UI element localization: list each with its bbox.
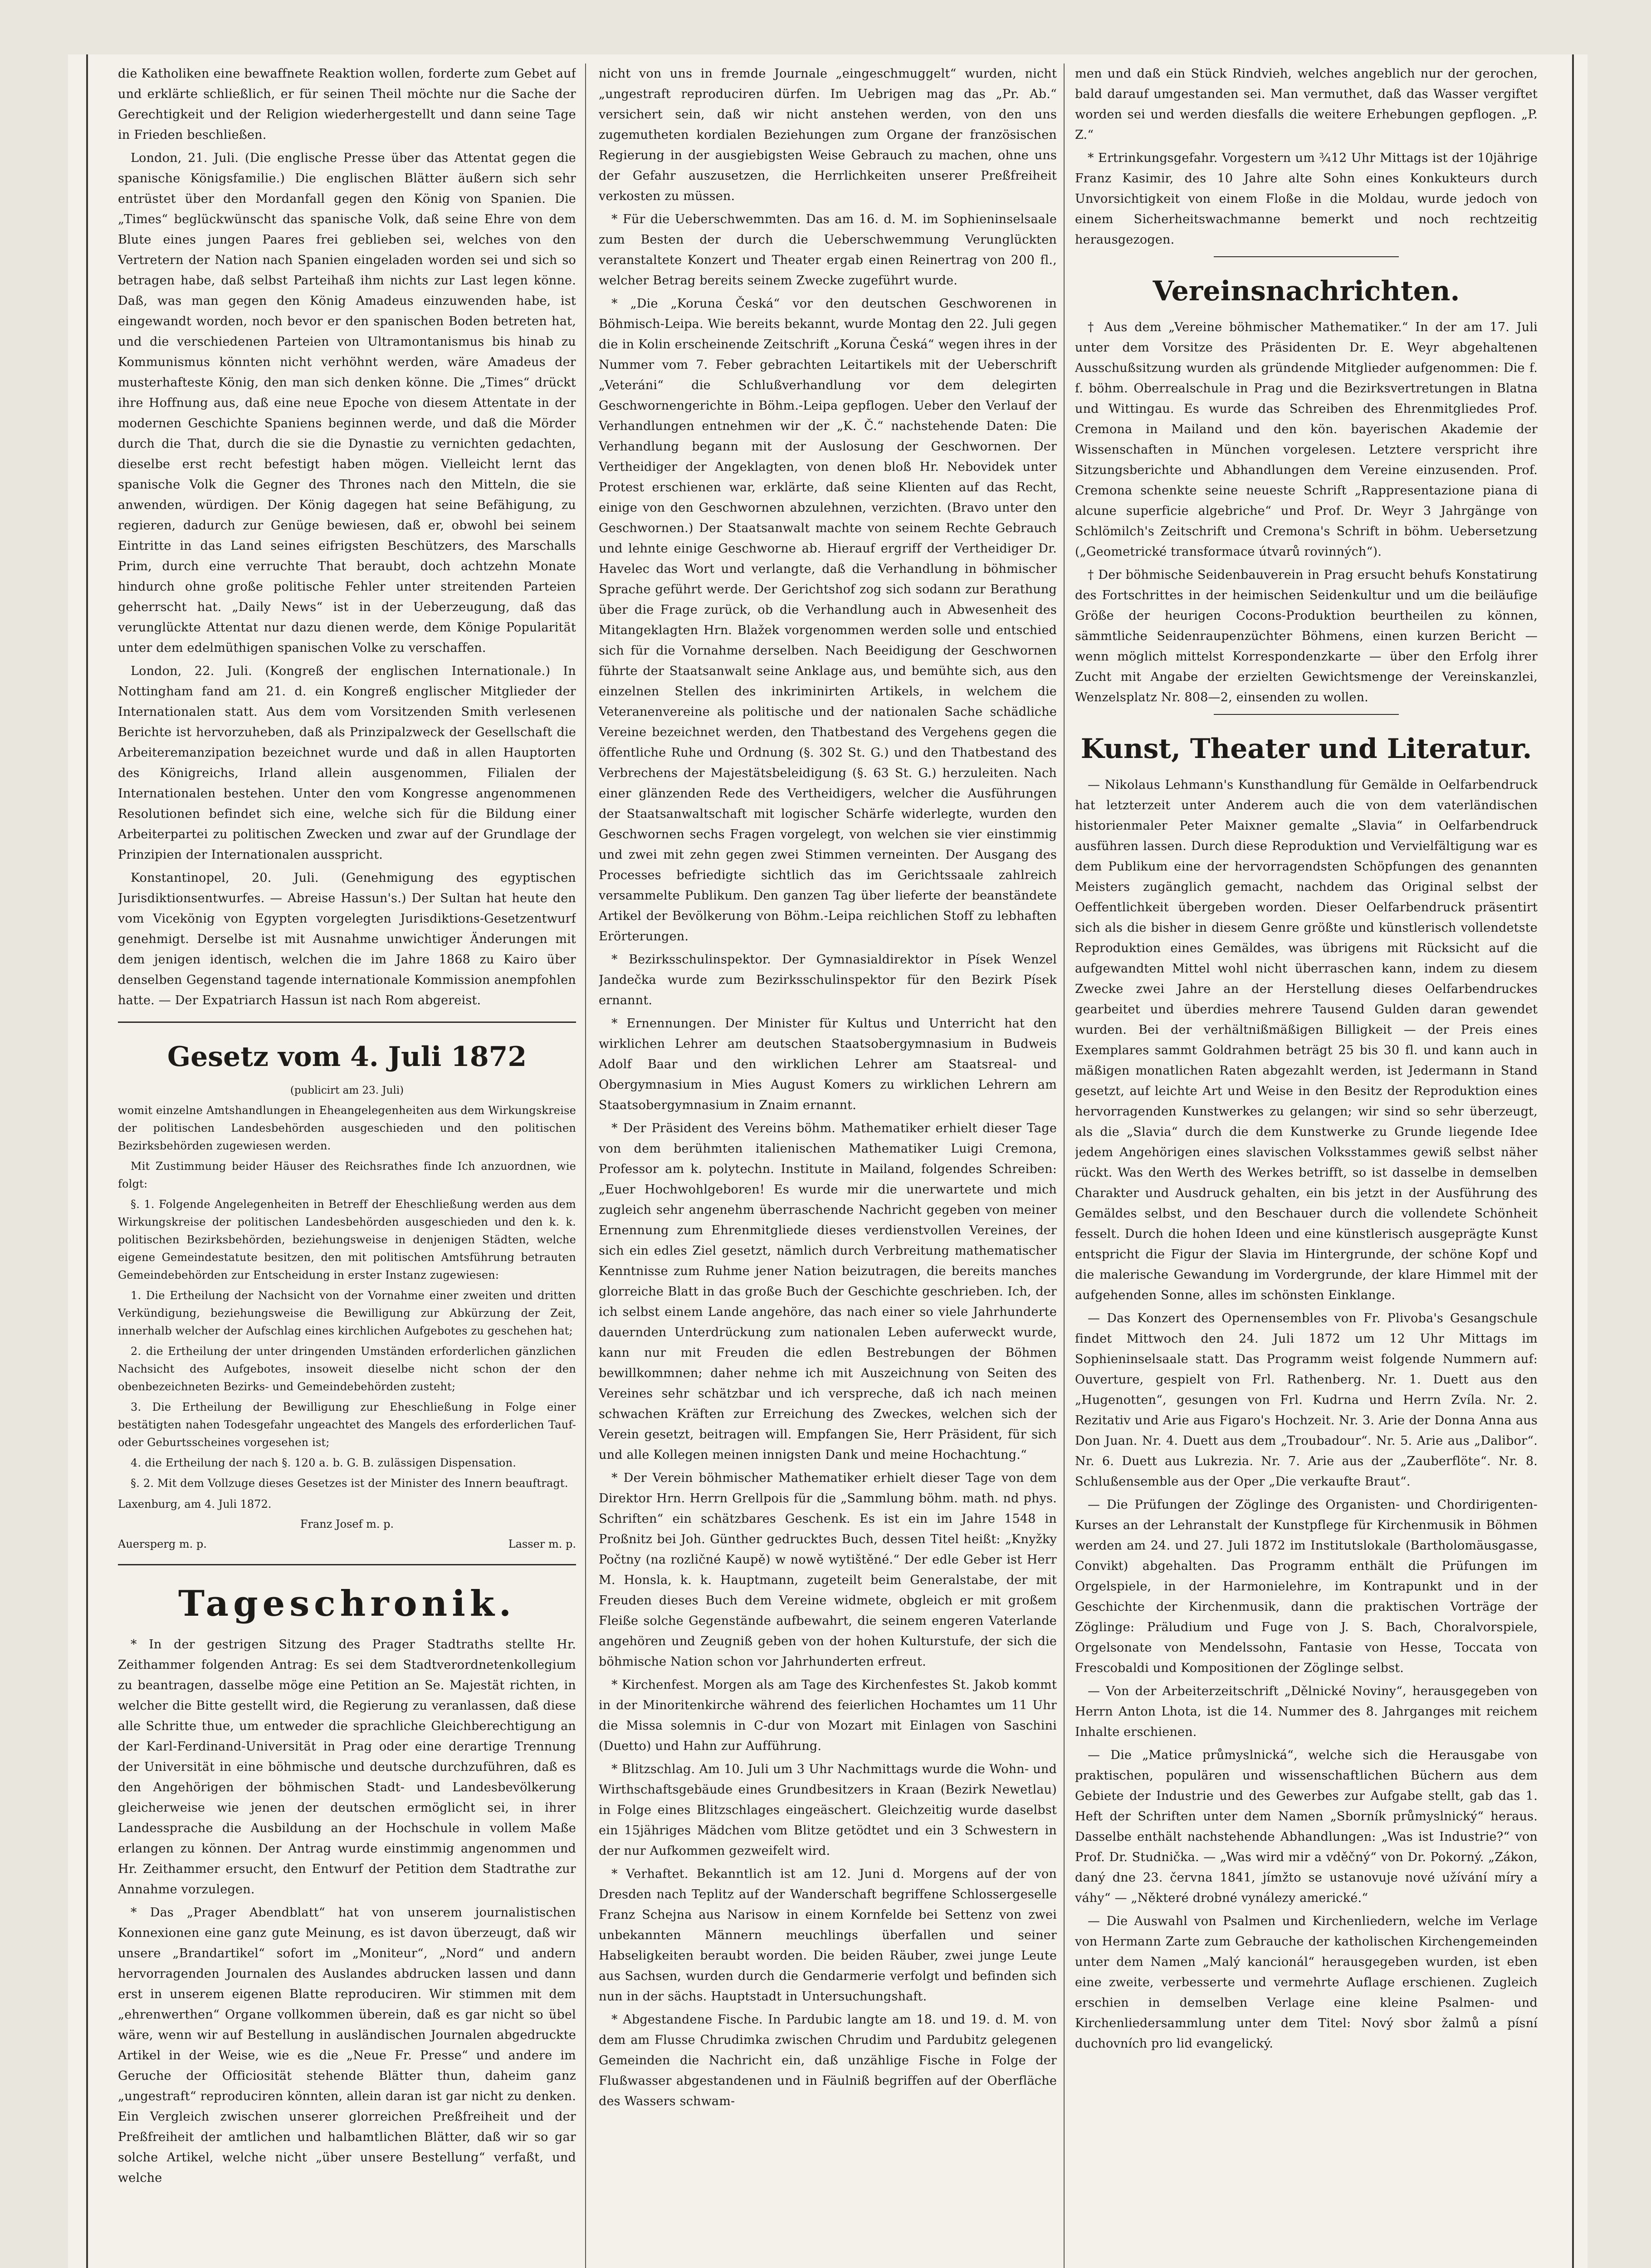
article-blitzschlag: * Blitzschlag. Am 10. Juli um 3 Uhr Nachmittags wurde die Wohn- und Wirthschaftsgebäude eines Grundbesitzers in Kraan (Bezirk Newetlau) in Folge eines Blitzschlages eingeäschert. Gleichzeitig wurde daselbst ein 15jähriges Mädchen vom Blitze getödtet und ein 3 Schwestern in der nur Aufkommen gezweifelt wird. [599,1762,1057,1858]
article-verein-mathematiker: † Aus dem „Vereine böhmischer Mathematiker.“ In der am 17. Juli unter dem Vorsitze des Präsidenten Dr. E. Weyr abgehaltenen Ausschußsitzung wurden als gründende Mitglieder aufgenommen: Die f. f. böhm. Oberrealschule in Prag und die Bezirksvertretungen in Blatna und Wittingau. Es wurde das Schreiben des Ehrenmitgliedes Prof. Cremona in Mailand und den kön. bayerischen Akademie der Wissenschaften in München vorgelesen. Letztere verspricht ihre Sitzungsberichte und Abhandlungen dem Vereine einzusenden. Prof. Cremona schenkte seine neueste Schrift „Rappresentazione piana di alcune superficie algebriche“ und Prof. Dr. Weyr 3 Jahrgänge von Schlömilch's Zeitschrift und Cremona's Schrift in böhm. Uebersetzung („Geometrické transformace útvarů rovinných“). [1075,320,1538,559]
section-divider [1214,256,1399,257]
article-koruna-ceska: * „Die „Koruna Česká“ vor den deutschen Geschworenen in Böhmisch-Leipa. Wie bereits bekannt, wurde Montag den 22. Juli gegen die in Kolin erscheinende Zeitschrift „Koruna Česká“ wegen ihres in der Nummer vom 7. Feber gebrachten Leitartikels mit der Ueberschrift „Veteráni“ die Schlußverhandlung vor dem delegirten Geschwornengerichte in Böhm.-Leipa gepflogen. Ueber den Verlauf der Verhandlungen entnehmen wir der „K. Č.“ nachstehende Daten: Die Verhandlung begann mit der Auslosung der Geschwornen. Der Vertheidiger der Angeklagten, von denen bloß Hr. Nebovidek unter Protest erschienen war, erklärte, daß seine Klienten auf das Recht, einige von den Geschwornen abzulehnen, verzichten. (Bravo unter den Geschwornen.) Der Staatsanwalt machte von seinem Rechte Gebrauch und lehnte einige Geschworne ab. Hierauf ergriff der Vertheidiger Dr. Havelec das Wort und verlangte, daß die Verhandlung in böhmischer Sprache geführt werde. Der Gerichtshof zog sich sodann zur Berathung über die Frage zurück, ob die Verhandlung auch in Abwesenheit des Mitangeklagten Hrn. Blažek vorgenommen werden solle und entschied sich für die Vornahme derselben. Nach Beeidigung der Geschwornen führte der Staatsanwalt seine Anklage aus, und bemühte sich, aus den einzelnen Stellen des inkriminirten Artikels, in welchem die Veteranenvereine als politische und der nationalen Sache schädliche Vereine bezeichnet werden, den Thatbestand des Vergehens gegen die öffentliche Ruhe und Ordnung (§. 302 St. G.) und den Thatbestand des Verbrechens der Majestätsbeleidigung (§. 63 St. G.) herzuleiten. Nach einer glänzenden Rede des Vertheidigers, welcher die Ausführungen der Staatsanwaltschaft mit logischer Schärfe widerlegte, wurden den Geschwornen sechs Fragen vorgelegt, von welchen sie vier einstimmig und zwei mit zehn gegen zwei Stimmen verneinten. Der Ausgang des Processes befriedigte sichtlich das im Gerichtssaale zahlreich versammelte Publikum. Den ganzen Tag über lieferte der beanständete Artikel der Bevölkerung von Böhm.-Leipa reichlichen Stoff zu lebhaften Erörterungen. [599,297,1057,943]
page-border-right [1572,54,1574,2268]
article-continuation: men und daß ein Stück Rindvieh, welches angeblich nur der gerochen, bald darauf umgestanden sei. Man vermuthet, daß das Wasser vergiftet worden sei und werden diesfalls die weitere Erhebungen gepflogen. „P. Z.“ [1075,67,1538,142]
article-kirchenfest: * Kirchenfest. Morgen als am Tage des Kirchenfestes St. Jakob kommt in der Minoritenkirche während des feierlichen Hochamtes um 11 Uhr die Missa solemnis in C-dur von Mozart mit Einlagen von Saschini (Duetto) und Hahn zur Aufführung. [599,1678,1057,1753]
article-ernennungen: * Ernennungen. Der Minister für Kultus und Unterricht hat den wirklichen Lehrer am deutschen Staatsobergymnasium in Budweis Adolf Baar und den wirklichen Lehrer am Staatsreal- und Obergymnasium in Mies August Komers zu wirklichen Lehrern am Staatsobergymnasium in Znaim ernannt. [599,1017,1057,1112]
article-abendblatt: * Das „Prager Abendblatt“ hat von unserem journalistischen Konnexionen eine ganz gute Meinung, es ist davon überzeugt, daß wir unsere „Brandartikel“ sofort im „Moniteur“, „Nord“ und andern hervorragenden Journalen des Auslandes abdrucken lassen und dann erst in unserem eigenen Blatte reproduciren. Wir stimmen mit dem „ehrenwerthen“ Organe vollkommen überein, daß es gar nicht so übel wäre, wenn wir auf Bestellung in ausländischen Journalen abgedruckte Artikel in der Weise, wie es die „Neue Fr. Presse“ und andere im Geruche der Officiosität stehende Blätter thun, daheim ganz „ungestraft“ reproduciren könnten, allein daran ist gar nicht zu denken. Ein Vergleich zwischen unserer glorreichen Preßfreiheit und der Preßfreiheit der amtlichen und halbamtlichen Blätter, daß wir so gar solche Artikel, welche nicht „über unsere Bestellung“ verfaßt, und welche [118,1906,576,2185]
law-text: 4. die Ertheilung der nach §. 120 a. b. G. B. zulässigen Dispensation. [131,1457,517,1469]
article-verein-mathematiker: * Der Verein böhmischer Mathematiker erhielt dieser Tage von dem Direktor Hrn. Herrn Grellpois für die „Sammlung böhm. math. nd phys. Schriften“ ein schätzbares Geschenk. Es ist ein im Jahre 1548 in Proßnitz bei Joh. Günther gedrucktes Buch, dessen Titel heißt: „Knyžky Počtny (na rozličné Kaupě) w nowě wytištěné.“ Der edle Geber ist Herr M. Honsla, k. k. Hauptmann, zugeteilt beim Generalstabe, der mit Freuden dieses Buch dem Vereine widmete, obgleich er mit großem Fleiße solche Gegenstände aufbewahrt, die seinem engeren Vaterlande angehören und Zeugniß geben von der hohen Kulturstufe, der sich die böhmische Nation schon vor Jahrhunderten erfreut. [599,1471,1057,1669]
article-bezirksschulinspektor: * Bezirksschulinspektor. Der Gymnasialdirektor in Písek Wenzel Jandečka wurde zum Bezirksschulinspektor für den Bezirk Písek ernannt. [599,953,1057,1007]
article-konzert: — Das Konzert des Opernensembles von Fr. Plivoba's Gesangschule findet Mittwoch den 24. Juli 1872 um 12 Uhr Mittags im Sophieninselsaale statt. Das Programm weist folgende Nummern auf: Ouverture, gespielt von Frl. Rathenberg. Nr. 1. Duett aus den „Hugenotten“, gesungen von Frl. Kudrna und Herrn Zvíla. Nr. 2. Rezitativ und Arie aus Figaro's Hochzeit. Nr. 3. Arie der Donna Anna aus Don Juan. Nr. 4. Duett aus dem „Troubadour“. Nr. 5. Arie aus „Dalibor“. Nr. 6. Duett aus Lukrezia. Nr. 7. Arie aus der „Zauberflöte“. Nr. 8. Schlußensemble aus der Oper „Die verkaufte Braut“. [1075,1311,1538,1489]
article-kancional: — Die Auswahl von Psalmen und Kirchenliedern, welche im Verlage von Hermann Zarte zum Gebrauche der katholischen Kirchengemeinden unter dem Namen „Malý kancionál“ herausgegeben wurden, ist eben eine zweite, verbesserte und vermehrte Auflage erschienen. Zugleich erschien in demselben Verlage eine kleine Psalmen- und Kirchenliedersammlung unter dem Titel: Nový sbor žalmů a písní duchovních pro lid evangelický. [1075,1914,1538,2051]
article-matice: — Die „Matice průmyslnická“, welche sich die Herausgabe von praktischen, populären und wissenschaftlichen Büchern aus dem Gebiete der Industrie und des Gewerbes zur Aufgabe stellt, gab das 1. Heft der Schriften unter dem Namen „Sborník průmyslnický“ heraus. Dasselbe enthält nachstehende Abhandlungen: „Was ist Industrie?“ von Prof. Dr. Studnička. — „Was wird mir a vděčný“ von Dr. Pokorný. „Zákon, daný dne 23. června 1841, jímžto se ustanovuje nové užívání míry a váhy“ — „Některé drobné vynálezy americké.“ [1075,1748,1538,1905]
law-text: 3. Die Ertheilung der Bewilligung zur Eheschließung in Folge einer bestätigten nahen Todesgefahr ungeachtet des Mangels des erforderlichen Tauf- oder Geburtsscheines vorgesehen ist; [118,1401,576,1449]
law-signature-minister: Lasser m. p. [508,1538,576,1550]
law-text: 1. Die Ertheilung der Nachsicht von der Vornahme einer zweiten und dritten Verkündigung, beziehungsweise die Bewilligung zur Abkürzung der Zeit, innerhalb welcher der Aufschlag eines kirchlichen Aufgebotes zu geschehen hat; [118,1289,576,1337]
article-london-1: London, 21. Juli. (Die englische Presse über das Attentat gegen die spanische Königsfamilie.) Die englischen Blätter äußern sich sehr entrüstet über den Mordanfall gegen den König von Spanien. Die „Times“ beglückwünscht das spanische Volk, daß seine Ehre von dem Blute eines jungen Paares frei geblieben sei, welches von den Vertretern der Nation nach Spanien eingeladen worden sei und sich so betragen habe, daß selbst Parteihaß ihm nichts zur Last legen könne. Daß, was man gegen den König Amadeus einzuwenden habe, ist eingewandt worden, noch bevor er den spanischen Boden betreten hat, und die verschiedenen Parteien von Ultramontanismus bis hinab zu Kommunismus könnten nicht verhöhnt werden, wäre Amadeus der musterhafteste König, den man sich denken könne. Die „Times“ drückt ihre Hoffnung aus, daß eine neue Epoche von diesem Attentate in der modernen Geschichte Spaniens beginnen werde, und daß die Mörder durch die That, durch die sie die Dynastie zu vernichten gedachten, dieselbe erst recht befestigt haben mögen. Vielleicht lernt das spanische Volk die Gegner des Thrones nach den Mitteln, die sie anwenden, würdigen. Der König dagegen hat seine Befähigung, zu regieren, dadurch zur Genüge bewiesen, daß er, obwohl bei seinem Eintritte in das Land seines eifrigsten Beschützers, des Marschalls Prim, durch eine verruchte That beraubt, doch achtzehn Monate hindurch ohne große politische Fehler unter streitenden Parteien geherrscht hat. „Daily News“ ist in der Ueberzeugung, daß das verunglückte Attentat nur dazu dienen werde, dem Könige Popularität unter dem edelmüthigen spanischen Volke zu verschaffen. [118,151,576,655]
law-text: §. 1. Folgende Angelegenheiten in Betreff der Eheschließung werden aus dem Wirkungskreise der politischen Landesbehörden ausgeschieden und den k. k. politischen Bezirksbehörden, beziehungsweise in denjenigen Städten, welche eigene Gemeindestatute besitzen, den mit politischen Amtsführung betrauten Gemeindebehörden zur Entscheidung in erster Instanz zugewiesen: [118,1198,576,1281]
article-continuation: nicht von uns in fremde Journale „eingeschmuggelt“ wurden, nicht „ungestraft reproduciren dürfen. Im Uebrigen mag das „Pr. Ab.“ versichert sein, daß wir nicht anstehen werden, von den uns zugemutheten kordialen Beziehungen zum Organe der französischen Regierung in der ausgiebigsten Weise Gebrauch zu machen, ohne uns der Gefahr auszusetzen, die Herrlichkeiten unserer Preßfreiheit verkosten zu müssen. [599,67,1057,203]
law-text: womit einzelne Amtshandlungen in Eheangelegenheiten aus dem Wirkungskreise der politischen Landesbehörden ausgeschieden und den politischen Bezirksbehörden zugewiesen werden. [118,1104,576,1152]
law-place-date: Laxenburg, am 4. Juli 1872. [118,1498,272,1510]
article-continuation: die Katholiken eine bewaffnete Reaktion wollen, forderte zum Gebet auf und erklärte schließlich, er für seinen Theil möchte nur die Sache der Gerechtigkeit und der Religion wiederhergestellt und dann seine Tage in Frieden beschließen. [118,67,576,142]
chronik-heading: Tageschronik. [178,1583,516,1624]
article-fische: * Abgestandene Fische. In Pardubic langte am 18. und 19. d. M. von dem am Flusse Chrudimka zwischen Chrudim und Pardubitz gelegenen Gemeinden die Nachricht ein, daß unzählige Fische in Folge der Flußwasser abgestandenen und in Fäulniß begriffen auf der Oberfläche des Wassers schwam- [599,2013,1057,2108]
column-divider [1064,64,1065,2268]
law-signature-emperor: Franz Josef m. p. [300,1518,394,1530]
article-verhaftet: * Verhaftet. Bekanntlich ist am 12. Juni d. Morgens auf der von Dresden nach Teplitz auf der Wanderschaft begriffene Schlossergeselle Franz Schejna aus Narisow in einem Kornfelde bei Settenz von zwei unbekannten Männern meuchlings überfallen und seiner Habseligkeiten beraubt worden. Die beiden Räuber, zwei junge Leute aus Sachsen, wurden durch die Gendarmerie verfolgt und befinden sich nun in der sächs. Hauptstadt in Untersuchungshaft. [599,1867,1057,2004]
vereins-heading: Vereinsnachrichten. [1153,275,1460,307]
law-text: 2. die Ertheilung der unter dringenden Umständen erforderlichen gänzlichen Nachsicht des Aufgebotes, insoweit dieselbe nicht schon der den obenbezeichneten Bezirks- und Gemeindebehörden zusteht; [118,1345,576,1393]
article-pruefungen: — Die Prüfungen der Zöglinge des Organisten- und Chordirigenten-Kurses an der Lehranstalt der Kunstpflege für Kirchenmusik in Böhmen werden am 24. und 27. Juli 1872 im Institutslokale (Bartholomäusgasse, Convikt) abgehalten. Das Programm enthält die Prüfungen im Orgelspiele, in der Harmonielehre, im Kontrapunkt und in der Geschichte der Kirchenmusik, dann die praktischen Vorträge der Zöglinge: Präludium und Fuge von J. S. Bach, Choralvorspiele, Orgelsonate von Mendelssohn, Fantasie von Hesse, Toccata von Frescobaldi und Kompositionen der Zöglinge selbst. [1075,1498,1538,1675]
page-border-left [86,54,88,2268]
article-ertrinkungsgefahr: * Ertrinkungsgefahr. Vorgestern um ¾12 Uhr Mittags ist der 10jährige Franz Kasimir, des 10 Jahre alte Sohn eines Konkukteurs durch Unvorsichtigkeit von einem Floße in die Moldau, wurde jedoch von einem Sicherheitswachmanne bemerkt und noch rechtzeitig herausgezogen. [1075,151,1538,247]
article-arbeiterzeitschrift: — Von der Arbeiterzeitschrift „Dělnické Noviny“, herausgegeben von Herrn Anton Lhota, ist die 14. Nummer des 8. Jahrganges mit reichem Inhalte erschienen. [1075,1684,1538,1739]
law-heading: Gesetz vom 4. Juli 1872 [167,1041,527,1073]
article-konstantinopel: Konstantinopel, 20. Juli. (Genehmigung des egyptischen Jurisdiktionsentwurfes. — Abreise Hassun's.) Der Sultan hat heute den vom Vicekönig von Egypten vorgelegten Jurisdiktions-Gesetzentwurf genehmigt. Derselbe ist mit Ausnahme unwichtiger Änderungen mit dem jenigen identisch, welchen die im Jahre 1868 zu Kairo über denselben Gegenstand tagende internationale Kommission anempfohlen hatte. — Der Expatriarch Hassun ist nach Rom abgereist. [118,871,576,1007]
section-divider [118,1564,576,1565]
article-ueberschwemmten: * Für die Ueberschwemmten. Das am 16. d. M. im Sophieninselsaale zum Besten der durch die Ueberschwemmung Verunglückten veranstaltete Konzert und Theater ergab einen Reinertrag von 200 fl., welcher Betrag bereits seinem Zwecke zugeführt wurde. [599,212,1057,288]
kunst-heading: Kunst, Theater und Literatur. [1080,733,1532,765]
article-seidenbauverein: † Der böhmische Seidenbauverein in Prag ersucht behufs Konstatirung des Fortschrittes in der heimischen Seidenkultur und um die beiläufige Größe der heurigen Cocons-Produktion beurtheilen zu können, sämmtliche Seidenraupenzüchter Böhmens, einen kurzen Bericht — wenn möglich mittelst Korrespondenzkarte — über den Erfolg ihrer Zucht mit Angabe der erzielten Gewichtsmenge der Vereinskanzlei, Wenzelsplatz Nr. 808—2, einsenden zu wollen. [1075,568,1538,704]
law-signature-row [118,1535,576,1553]
law-signature-row [118,1495,576,1513]
column-left [118,64,576,2268]
law-publication-date: (publicirt am 23. Juli) [290,1085,404,1096]
newspaper-page [68,54,1588,2268]
column-divider [585,64,586,2268]
column-right [1075,64,1538,2268]
article-praesident-mathematiker: * Der Präsident des Vereins böhm. Mathematiker erhielt dieser Tage von dem berühmten italienischen Mathematiker Luigi Cremona, Professor am k. polytechn. Institute in Mailand, folgendes Schreiben: „Euer Hochwohlgeboren! Es wurde mir die unerwartete und mich zugleich sehr angenehm überraschende Nachricht gegeben von meiner Ernennung zum Ehrenmitgliede dieses verdienstvollen Vereines, der sich ein edles Ziel gesetzt, nämlich durch Verbreitung mathematischer Kenntnisse zum Ruhme jener Nation beizutragen, die bereits manches glorreiche Blatt in das große Buch der Geschichte geschrieben. Ich, der ich selbst einem Lande angehöre, das nach einer so viele Jahrhunderte dauernden Unterdrückung zum nationalen Leben auferweckt wurde, kann nur mit Freuden die edlen Bestrebungen der Böhmen bewillkommnen; daher nehme ich mit Auszeichnung von Seiten des Vereines sehr schätzbar und ich verspreche, daß ich nach meinen schwachen Kräften zur Erreichung des Zweckes, welchen sich der Verein gesetzt, beitragen will. Empfangen Sie, Herr Präsident, für sich und alle Kollegen meinen innigsten Dank und meine Hochachtung.“ [599,1121,1057,1462]
section-divider [1214,714,1399,715]
article-stadtrath: * In der gestrigen Sitzung des Prager Stadtraths stellte Hr. Zeithammer folgenden Antrag: Es sei dem Stadtverordnetenkollegium zu beantragen, dasselbe möge eine Petition an Se. Majestät richten, in welcher die Bitte gestellt wird, die Regierung zu veranlassen, daß diese alle Schritte thue, um entweder die sprachliche Gleichberechtigung an der Karl-Ferdinand-Universität in Prag oder eine derartige Trennung der Universität in eine böhmische und deutsche durchzuführen, daß es den Angehörigen der böhmischen Stadt- und Landesbevölkerung gleicherweise wie jenen der deutschen ermöglicht sei, in ihrer Landessprache die Ausbildung an der Hochschule in vollem Maße erlangen zu können. Der Antrag wurde einstimmig angenommen und Hr. Zeithammer ersucht, den Entwurf der Petition dem Stadtrathe zur Annahme vorzulegen. [118,1637,576,1897]
column-middle [599,64,1057,2268]
section-divider [118,1022,576,1023]
law-text: Mit Zustimmung beider Häuser des Reichsrathes finde Ich anzuordnen, wie folgt: [118,1160,576,1190]
article-kunsthandlung: — Nikolaus Lehmann's Kunsthandlung für Gemälde in Oelfarbendruck hat letzterzeit unter Anderem auch die von dem vaterländischen historienmaler Peter Maixner gemalte „Slavia“ in Oelfarbendruck ausführen lassen. Durch diese Reproduktion und Vervielfältigung war es dem Publikum eine der hervorragendsten Schöpfungen des genannten Meisters zugänglich gemacht, nachdem das Original selbst der Oeffentlichkeit übergeben worden. Dieser Oelfarbendruck präsentirt sich als die bisher in diesem Genre größte und künstlerisch vollendetste Reproduktion eines Gemäldes, was übrigens mit Rücksicht auf die aufgewandten Mittel wohl nicht überraschen kann, indem zu diesem Zwecke zwei Jahre an der Herstellung dieses Oelfarbendruckes gearbeitet und überdies mehrere Tausend Gulden daran gewendet wurden. Bei der verhältnißmäßigen Billigkeit — der Preis eines Exemplares sammt Goldrahmen beträgt 25 bis 30 fl. und kann auch in mäßigen monatlichen Raten abgezahlt werden, ist Jedermann in Stand gesetzt, auf leichte Art und Weise in den Besitz der Reproduktion eines hervorragenden Kunstwerkes zu gelangen; wir sind so sehr überzeugt, als die „Slavia“ durch die dem Kunstwerke zu Grunde liegende Idee jedem Angehörigen eines slavischen Volksstammes gewiß selbst näher rückt. Was den Werth des Werkes betrifft, so ist dasselbe in demselben Charakter und Ausdruck gehalten, ein bis jetzt in der Ausführung des Gemäldes selbst, und den Beschauer durch die vollendete Schönheit fesselt. Durch die hohen Ideen und eine künstlerisch ausgeprägte Kunst entspricht die Figur der Slavia im Hintergrunde, der schöne Kopf und die malerische Gewandung im Vordergrunde, der klare Himmel mit der aufgehenden Sonne, alles im schönsten Einklange. [1075,778,1538,1302]
law-signature-minister: Auersperg m. p. [118,1538,207,1550]
article-london-2: London, 22. Juli. (Kongreß der englischen Internationale.) In Nottingham fand am 21. d. ein Kongreß englischer Mitglieder der Internationalen statt. Aus dem vom Vorsitzenden Smith verlesenen Berichte ist hervorzuheben, daß als Prinzipalzweck der Gesellschaft die Arbeiteremanzipation bezeichnet wurde und daß in allen Hauptorten des Königreichs, Irland allein ausgenommen, Filialen der Internationalen bestehen. Unter den vom Kongresse angenommenen Resolutionen befindet sich eine, welche sich für die Bildung einer Arbeiterpartei zu politischen Zwecken und zwar auf der Grundlage der Prinzipien der Internationalen ausspricht. [118,664,576,862]
law-text: §. 2. Mit dem Vollzuge dieses Gesetzes ist der Minister des Innern beauftragt. [131,1477,568,1490]
